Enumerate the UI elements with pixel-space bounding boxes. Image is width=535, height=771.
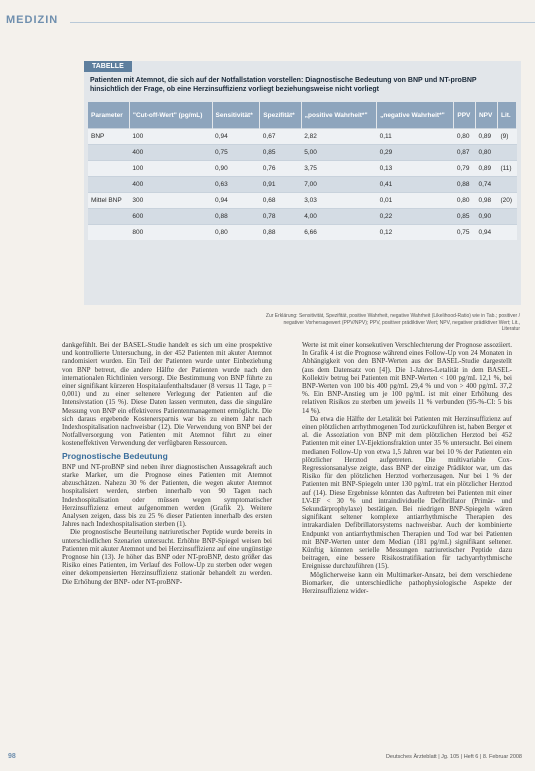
table-cell: 0,41	[377, 177, 454, 193]
body-column-right	[302, 341, 512, 595]
table-cell: 0,87	[454, 145, 476, 161]
paragraph: Möglicherweise kann ein Multimarker-Ansatz, bei dem verschiedene Biomarker, die unterschiedliche pathophysiologische Aspekte der Herzinsuffizienz wider-	[302, 570, 512, 596]
table-cell: 0,89	[475, 161, 497, 177]
table-row	[88, 161, 517, 177]
table-cell: (20)	[497, 193, 516, 209]
header-rule	[70, 22, 535, 23]
section-label: MEDIZIN	[6, 14, 59, 26]
table-cell: 3,03	[301, 193, 376, 209]
table-footnote: Zur Erklärung: Sensitivität, Spezifität, positive Wahrheit, negative Wahrheit (Likelihood-Ratio) wie in Tab.; positiver / negativer Vorhersagewert (PPV/NPV); PPV, positiver prädiktiver Wert; NPV, negativer prädiktiver Wert; Lit., Literatur	[265, 313, 520, 332]
table-cell: 800	[129, 225, 212, 241]
table-cell: Mittel BNP	[88, 193, 129, 209]
paragraph: Da etwa die Hälfte der Letalität bei Patienten mit Herzinsuffizienz auf einen plötzlichen arrhythmogenen Tod zurückzuführen ist, haben Berger et al. die Assoziation von BNP mit dem plötzlichen Herztod bei 452 Patienten mit einer LV-Ejektionsfraktion unter 35 % untersucht. Bei einem medianen Follow-Up von etwa 1,5 Jahren war bei 10 % der Patienten ein plötzlicher Herztod aufgetreten. Die multivariable Cox-Regressionsanalyse zeigte, dass BNP der einzige Prädiktor war, um das Risiko für den plötzlichen Herztod vorherzusagen. Nur bei 1 % der Patienten mit BNP-Spiegeln unter 130 pg/mL trat ein plötzlicher Herztod auf (14). Diese Ergebnisse könnten das Auftreten bei Patienten mit einer LV-EF < 30 % und intraindividuelle Defibrillator (Primär- und Sekundärprophylaxe) bestätigen. Bei niedrigen BNP-Spiegeln wären signifikant seltener komplexe antiarrhythmische Therapien des intrakardialen Defibrillatorsystems nachweisbar. Auch der kombinierte Endpunkt von antiarrhythmischen Therapien und Tod war bei Patienten mit BNP-Werten unter dem Median (181 pg/mL) signifikant seltener. Künftig könnten serielle Messungen natriuretischer Peptide dazu beitragen, eine bessere Risikostratifikation für tachyarrhythmische Ereignisse durchzuführen (15).	[302, 414, 512, 571]
column-header: „positive Wahrheit*"	[301, 102, 376, 129]
column-header: „negative Wahrheit*"	[377, 102, 454, 129]
table-cell: 0,78	[260, 209, 301, 225]
paragraph: Werte ist mit einer konsekutiven Verschlechterung der Prognose assoziiert. In Grafik 4 ist die Prognose während eines Follow-Up von 24 Monaten in Abhängigkeit von den BNP-Werten aus der BASEL-Studie dargestellt (aus dem Datensatz von [4]). Die 1-Jahres-Letalität in dem BASEL-Kollektiv betrug bei Patienten mit BNP-Werten < 100 pg/mL 12,1 %, bei BNP-Werten von 100 bis 400 pg/mL 29,4 % und von > 400 pg/mL 37,2 %. Ein BNP-Anstieg um je 100 pg/mL ist mit einer Erhöhung des relativen Risikos zu sterben um jeweils 11 % verbunden (95-%-CI: 5 bis 14 %).	[302, 341, 512, 415]
table-cell	[88, 161, 129, 177]
body-column-left	[62, 341, 272, 586]
table-cell: 0,98	[475, 193, 497, 209]
table-cell: 600	[129, 209, 212, 225]
table-cell: 3,75	[301, 161, 376, 177]
page-number: 98	[8, 753, 16, 760]
table-cell: 6,66	[301, 225, 376, 241]
table-row	[88, 209, 517, 225]
table-cell: 0,79	[454, 161, 476, 177]
table-cell: 0,75	[454, 225, 476, 241]
table-cell: 0,91	[260, 177, 301, 193]
table-cell	[497, 209, 516, 225]
table-cell: BNP	[88, 129, 129, 145]
table-cell: 0,67	[260, 129, 301, 145]
table-cell: 0,94	[212, 193, 260, 209]
table-label: TABELLE	[84, 61, 132, 72]
table-body	[88, 129, 517, 241]
page-footer	[0, 748, 535, 771]
table-title: Patienten mit Atemnot, die sich auf der Notfallstation vorstellen: Diagnostische Bedeutung von BNP und NT-proBNP hinsichtlich der Frage, ob eine Herzinsuffizienz vorliegt beziehungsweise nicht vorliegt	[90, 77, 477, 93]
table-cell: 0,80	[454, 193, 476, 209]
column-header: NPV	[475, 102, 497, 129]
data-table	[88, 102, 517, 240]
table-cell	[88, 145, 129, 161]
table-cell: 0,88	[212, 209, 260, 225]
table-cell: (11)	[497, 161, 516, 177]
table-cell: 7,00	[301, 177, 376, 193]
column-header: Sensitivität*	[212, 102, 260, 129]
table-cell: 5,00	[301, 145, 376, 161]
paragraph: Die prognostische Beurteilung natriuretischer Peptide wurde bereits in unterschiedlichen Szenarien untersucht. Erhöhte BNP-Spiegel weisen bei Patienten mit akuter Atemnot und bei Herzinsuffizienz auf eine ungünstige Prognose hin (13). Je höher das BNP oder NT-proBNP, desto größer das Risiko eines Patienten, im Verlauf des Follow-Up zu sterben oder wegen einer dekompensierten Herzinsuffizienz stationär behandelt zu werden. Die Erhöhung der BNP- oder NT-proBNP-	[62, 528, 272, 586]
column-header: "Cut-off-Wert" (pg/mL)	[129, 102, 212, 129]
table-cell: 400	[129, 177, 212, 193]
table-cell: 0,75	[212, 145, 260, 161]
table-cell: 0,11	[377, 129, 454, 145]
column-header: Lit.	[497, 102, 516, 129]
table-row	[88, 225, 517, 241]
table-cell: 0,74	[475, 177, 497, 193]
table-cell: 0,12	[377, 225, 454, 241]
column-header: Parameter	[88, 102, 129, 129]
table-cell: 0,80	[475, 145, 497, 161]
table-cell	[88, 209, 129, 225]
table-cell: 100	[129, 161, 212, 177]
table-cell	[497, 177, 516, 193]
table-cell: 0,68	[260, 193, 301, 209]
page-header	[0, 0, 535, 34]
paragraph: BNP und NT-proBNP sind neben ihrer diagnostischen Aussagekraft auch starke Marker, um die Prognose eines Patienten mit Atemnot abzuschätzen. Nahezu 30 % der Patienten, die wegen akuter Atemnot hospitalisiert werden, sterben innerhalb von 90 Tagen nach Indexhospitalisation oder müssen wegen symptomatischer Herzinsuffizienz erneut aufgenommen werden (Grafik 2). Weitere Analysen zeigen, dass bis zu 25 % dieser Patienten innerhalb des ersten Jahres nach Indexhospitalisation sterben (1).	[62, 462, 272, 529]
table-cell: 0,88	[260, 225, 301, 241]
table-cell: 0,76	[260, 161, 301, 177]
table-cell: 0,94	[212, 129, 260, 145]
subheading: Prognostische Bedeutung	[62, 450, 168, 461]
table-box	[84, 61, 521, 305]
table-cell: 0,80	[454, 129, 476, 145]
table-cell: 0,90	[212, 161, 260, 177]
table-cell: 0,88	[454, 177, 476, 193]
table-cell: 400	[129, 145, 212, 161]
table-row	[88, 145, 517, 161]
table-cell: 2,82	[301, 129, 376, 145]
table-row	[88, 193, 517, 209]
table-cell: 100	[129, 129, 212, 145]
table-row	[88, 129, 517, 145]
table-cell	[88, 225, 129, 241]
table-cell: 0,85	[260, 145, 301, 161]
table-cell	[497, 145, 516, 161]
table-cell	[88, 177, 129, 193]
table-cell: (9)	[497, 129, 516, 145]
table-cell: 0,29	[377, 145, 454, 161]
column-header: PPV	[454, 102, 476, 129]
table-cell: 300	[129, 193, 212, 209]
table-cell: 0,13	[377, 161, 454, 177]
table-cell: 4,00	[301, 209, 376, 225]
table-cell: 0,01	[377, 193, 454, 209]
table-header-row	[88, 102, 517, 129]
paragraph: dankgefühlt. Bei der BASEL-Studie handelt es sich um eine prospektive und kontrollierte Untersuchung, in der 452 Patienten mit akuter Atemnot randomisiert wurden. Ein Teil der Patienten wurde unter Einbeziehung von BNP betreut, die andere Hälfte der Patienten wurde nach den internationalen Richtlinien versorgt. Die Bestimmung von BNP führte zu einer signifikant kürzeren Hospitalaufenthaltsdauer (8 versus 11 Tage, p = 0,001) und zu einer seltenere Verlegung der Patienten auf die Intensivstation (15 %). Diese Daten lassen vermuten, dass die singuläre Messung von BNP ein effektiveres Patientenmanagement ermöglicht. Die sich daraus ergebende Kostenersparnis war bis zu einem Jahr nach Indexhospitalisation nachweisbar (12). Die Verwendung von BNP bei der Notfallversorgung von Patienten mit Atemnot führt zu einer kosteneffektiven Verwendung der verfügbaren Ressourcen.	[62, 341, 272, 448]
table-row	[88, 177, 517, 193]
table-cell: 0,90	[475, 209, 497, 225]
table-cell: 0,80	[212, 225, 260, 241]
table-cell: 0,94	[475, 225, 497, 241]
table-cell: 0,63	[212, 177, 260, 193]
table-cell: 0,85	[454, 209, 476, 225]
table-cell: 0,89	[475, 129, 497, 145]
table-cell	[497, 225, 516, 241]
journal-citation: Deutsches Ärzteblatt | Jg. 105 | Heft 6 | 8. Februar 2008	[385, 754, 522, 760]
column-header: Spezifität*	[260, 102, 301, 129]
table-cell: 0,22	[377, 209, 454, 225]
